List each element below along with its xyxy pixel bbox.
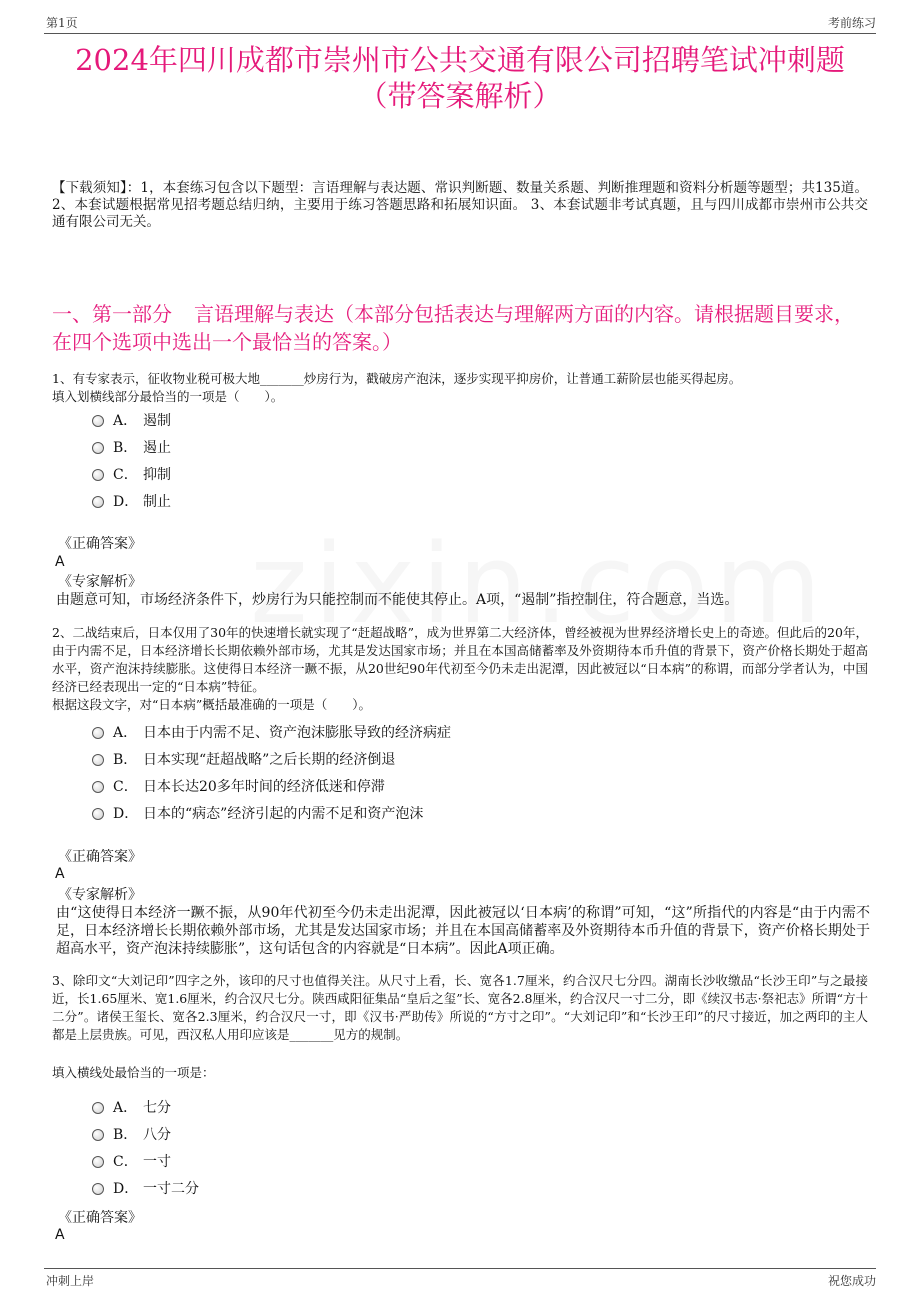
section-description: 言语理解与表达（本部分包括表达与理解两方面的内容。请根据题目要求，在四个选项中选出一个最恰当的答案。） — [52, 302, 854, 354]
question-2-prompt: 根据这段文字，对“日本病”概括最准确的一项是（ ）。 — [52, 697, 372, 712]
header-tag: 考前练习 — [827, 16, 876, 30]
page-number: 第1页 — [46, 16, 78, 30]
question-3-option-b[interactable]: B． 八分 — [92, 1125, 171, 1145]
header-rule — [44, 33, 876, 34]
question-3-prompt: 填入横线处最恰当的一项是： — [52, 1065, 215, 1080]
download-notice: 【下载须知】：1，本套练习包含以下题型：言语理解与表达题、常识判断题、数量关系题、判断推理题和资料分析题等题型；共135道。 2、本套试题根据常见招考题总结归纳，主要用于练习答题思路和拓展知识面。 3、本套试题非考试真题，且与四川成都市崇州市公共交通有限公司无关。 — [52, 180, 868, 230]
question-2-option-b[interactable]: B． 日本实现“赶超战略”之后长期的经济倒退 — [92, 750, 395, 770]
question-2-stem: 2、二战结束后，日本仅用了30年的快速增长就实现了“赶超战略”，成为世界第二大经济体，曾经被视为世界经济增长史上的奇迹。但此后的20年，由于内需不足，日本经济增长长期依赖外部市场，尤其是发达国家市场；并且在本国高储蓄率及外资期待本币升值的背景下，资产价格长期处于超高水平，资产泡沫持续膨胀。这使得日本经济一蹶不振，从20世纪90年代初至今仍未走出泥潭，因此被冠以“日本病”的称谓，而部分学者认为，中国经济已经表现出一定的“日本病”特征。 根据这段文字，对“日本病”概括最准确的一项是（ ）。 — [52, 625, 868, 712]
footer-left-text: 冲刺上岸 — [46, 1274, 95, 1288]
question-3-answer-label: 《正确答案》 — [58, 1210, 142, 1226]
question-2-answer-label: 《正确答案》 — [58, 849, 142, 865]
question-1-option-b[interactable]: B． 遏止 — [92, 438, 171, 458]
radio-button-icon[interactable] — [92, 469, 104, 481]
radio-button-icon[interactable] — [92, 415, 104, 427]
radio-button-icon[interactable] — [92, 1183, 104, 1195]
page-header — [46, 14, 876, 32]
question-1-analysis-label: 《专家解析》 — [58, 574, 142, 590]
page-title — [40, 42, 880, 114]
question-2-option-d[interactable]: D． 日本的“病态”经济引起的内需不足和资产泡沫 — [92, 804, 423, 824]
footer-rule — [44, 1268, 876, 1269]
question-3-stem: 3、除印文“大刘记印”四字之外，该印的尺寸也值得关注。从尺寸上看，长、宽各1.7厘米，约合汉尺七分四。湖南长沙收缴品“长沙王印”与之最接近，长1.65厘米、宽1.6厘米，约合汉尺七分。陕西咸阳征集品“皇后之玺”长、宽各2.8厘米，约合汉尺一寸二分，即《续汉书志·祭祀志》所谓“方十二分”。诸侯王玺长、宽各2.3厘米，约合汉尺一寸，即《汉书·严助传》所说的“方寸之印”。“大刘记印”和“长沙王印”的尺寸接近，加之两印的主人都是上层贵族。可见，西汉私人用印应该是_______见方的规制。 — [52, 973, 868, 1042]
question-3-option-d[interactable]: D． 一寸二分 — [92, 1179, 199, 1199]
question-2-analysis-label: 《专家解析》 — [58, 887, 142, 903]
section-heading — [52, 300, 868, 356]
question-3-answer: A — [55, 1227, 65, 1243]
title-line-2: （带答案解析） — [358, 79, 562, 113]
footer-right-text: 祝您成功 — [827, 1274, 876, 1288]
question-2-answer: A — [55, 866, 65, 882]
question-3-option-a[interactable]: A． 七分 — [92, 1098, 171, 1118]
question-1-option-d[interactable]: D． 制止 — [92, 492, 171, 512]
question-3-option-c[interactable]: C． 一寸 — [92, 1152, 171, 1172]
title-line-1: 2024年四川成都市崇州市公共交通有限公司招聘笔试冲刺题 — [75, 43, 845, 77]
radio-button-icon[interactable] — [92, 727, 104, 739]
question-1-analysis: 由题意可知，市场经济条件下，炒房行为只能控制而不能使其停止。A项，“遏制”指控制住，符合题意，当选。 — [56, 592, 739, 608]
question-1-option-a[interactable]: A． 遏制 — [92, 411, 171, 431]
radio-button-icon[interactable] — [92, 1156, 104, 1168]
radio-button-icon[interactable] — [92, 754, 104, 766]
radio-button-icon[interactable] — [92, 496, 104, 508]
radio-button-icon[interactable] — [92, 808, 104, 820]
question-1-answer-label: 《正确答案》 — [58, 536, 142, 552]
radio-button-icon[interactable] — [92, 1102, 104, 1114]
radio-button-icon[interactable] — [92, 781, 104, 793]
question-1-option-c[interactable]: C． 抑制 — [92, 465, 171, 485]
question-1-stem: 1、有专家表示，征收物业税可极大地_______炒房行为，戳破房产泡沫，逐步实现平抑房价，让普通工薪阶层也能买得起房。 填入划横线部分最恰当的一项是（ ）。 — [52, 370, 868, 406]
question-1-answer: A — [55, 554, 65, 570]
question-2-option-c[interactable]: C． 日本长达20多年时间的经济低迷和停滞 — [92, 777, 385, 797]
radio-button-icon[interactable] — [92, 1129, 104, 1141]
section-number: 一、第一部分 — [52, 302, 172, 326]
question-2-option-a[interactable]: A． 日本由于内需不足、资产泡沫膨胀导致的经济病症 — [92, 723, 451, 743]
question-2-analysis: 由“这使得日本经济一蹶不振，从90年代初至今仍未走出泥潭，因此被冠以‘日本病’的称谓”可知，“这”所指代的内容是“由于内需不足，日本经济增长长期依赖外部市场，尤其是发达国家市场；并且在本国高储蓄率及外资期待本币升值的背景下，资产价格长期处于超高水平，资产泡沫持续膨胀”，这句话包含的内容就是“日本病”。因此A项正确。 — [56, 905, 870, 957]
question-1-prompt: 填入划横线部分最恰当的一项是（ ）。 — [52, 389, 284, 404]
radio-button-icon[interactable] — [92, 442, 104, 454]
